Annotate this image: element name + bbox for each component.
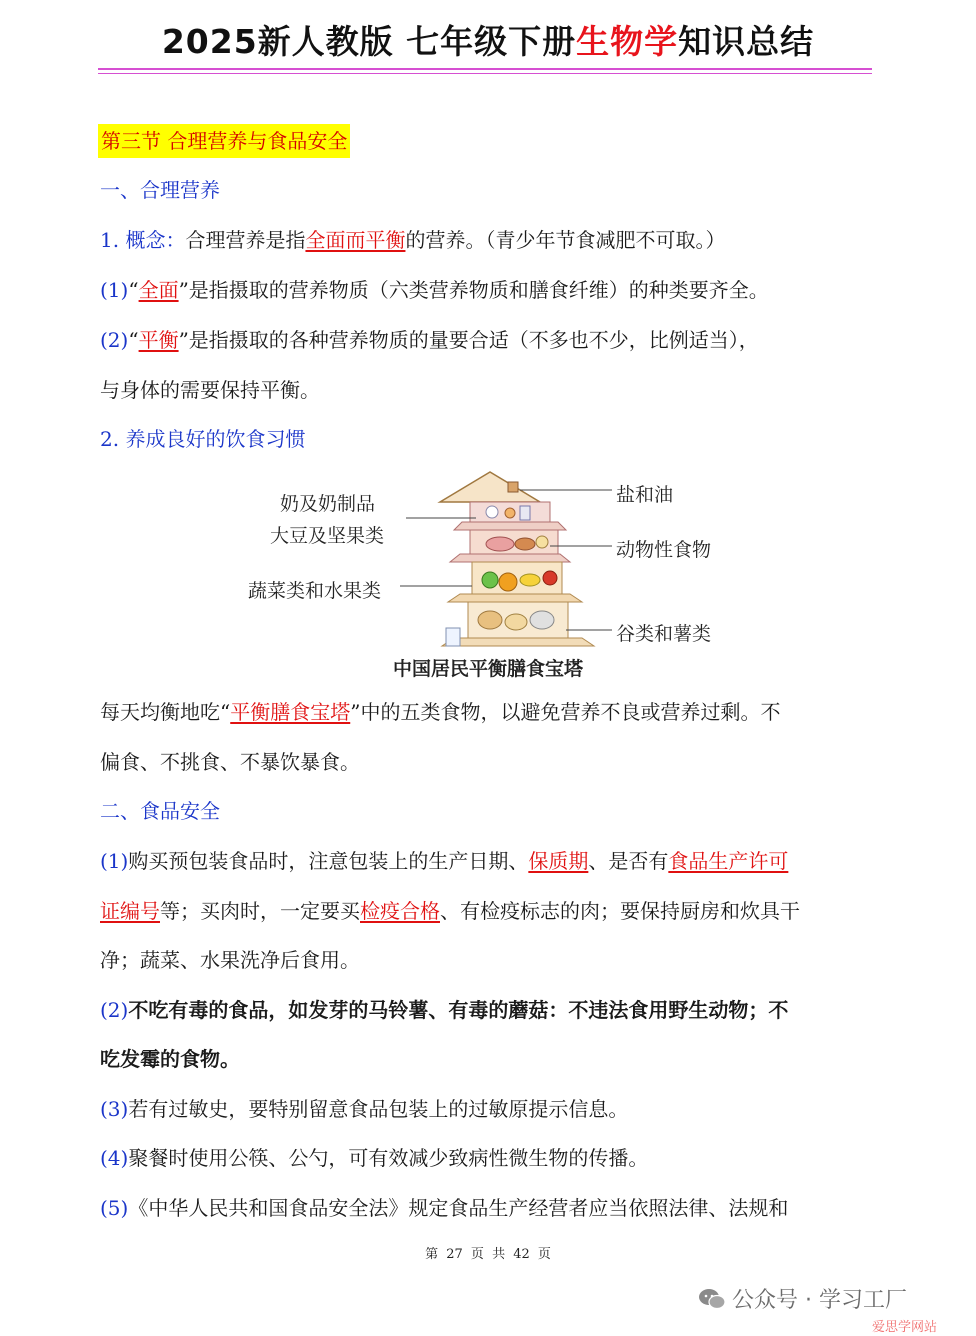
header-title-pre: 2025新人教版 七年级下册 xyxy=(161,22,577,61)
safety3-num: (3) xyxy=(100,1097,129,1121)
safety4-line xyxy=(100,1144,648,1172)
item2-text: ”是指摄取的各种营养物质的量要合适（不多也不少，比例适当）， xyxy=(178,328,759,352)
wechat-icon xyxy=(698,1287,726,1311)
safety2-line1 xyxy=(100,996,788,1024)
safety1-line1 xyxy=(100,847,788,875)
wechat-watermark xyxy=(698,1283,907,1314)
item2-quote: “ xyxy=(128,328,139,352)
safety1-line3: 净；蔬菜、水果洗净后食用。 xyxy=(100,948,360,972)
item2-line xyxy=(100,326,759,354)
balance-cont: 偏食、不挑食、不暴饮暴食。 xyxy=(100,750,360,774)
concept-label: 1. 概念： xyxy=(100,228,186,252)
item2-cont: 与身体的需要保持平衡。 xyxy=(100,378,320,402)
label-salt: 盐和油 xyxy=(616,484,674,506)
label-veg: 蔬菜类和水果类 xyxy=(248,580,382,602)
safety1-key3: 检疫合格 xyxy=(360,899,440,923)
safety5-line xyxy=(100,1194,788,1222)
page-number: 第 27 页 共 42 页 xyxy=(425,1247,551,1262)
safety4-num: (4) xyxy=(100,1146,129,1170)
item1-key: 全面 xyxy=(138,278,179,302)
safety5-num: (5) xyxy=(100,1196,129,1220)
balance-text-a: 每天均衡地吃“ xyxy=(100,700,231,724)
part1-heading: 一、合理营养 xyxy=(100,178,220,202)
balance-line xyxy=(100,698,780,726)
label-dairy: 奶及奶制品 xyxy=(280,493,376,515)
item2-num: (2) xyxy=(100,328,129,352)
header-rule-thin xyxy=(98,73,872,74)
item1-num: (1) xyxy=(100,278,129,302)
header-title-post: 知识总结 xyxy=(678,22,815,61)
safety2-line2: 吃发霉的食物。 xyxy=(100,1047,240,1071)
safety3-text: 若有过敏史，要特别留意食品包装上的过敏原提示信息。 xyxy=(128,1097,629,1121)
label-grain: 谷类和薯类 xyxy=(616,623,712,645)
concept-key: 全面而平衡 xyxy=(305,228,406,252)
item1-text: ”是指摄取的营养物质（六类营养物质和膳食纤维）的种类要齐全。 xyxy=(178,278,769,302)
safety1-key2a: 食品生产许可 xyxy=(668,849,789,873)
concept-text-b: 的营养。（青少年节食减肥不可取。） xyxy=(405,228,726,252)
safety1-line2 xyxy=(100,897,800,925)
safety1-a: 购买预包装食品时，注意包装上的生产日期、 xyxy=(128,849,529,873)
safety2-num: (2) xyxy=(100,998,129,1022)
pyramid-caption: 中国居民平衡膳食宝塔 xyxy=(392,658,583,680)
balance-key: 平衡膳食宝塔 xyxy=(230,700,351,724)
safety1-key2b: 证编号 xyxy=(100,899,160,923)
corner-watermark: 爱思学网站 xyxy=(872,1320,938,1335)
safety5-text: 《中华人民共和国食品安全法》规定食品生产经营者应当依照法律、法规和 xyxy=(128,1196,789,1220)
safety1-c: 等；买肉时，一定要买 xyxy=(160,899,360,923)
safety3-line xyxy=(100,1095,628,1123)
header-title-highlight: 生物学 xyxy=(576,22,679,61)
safety2-a: 不吃有毒的食品，如发芽的马铃薯、有毒的蘑菇：不违法食用野生动物；不 xyxy=(128,998,789,1022)
item2-key: 平衡 xyxy=(138,328,179,352)
section-title: 第三节 合理营养与食品安全 xyxy=(98,124,350,158)
safety1-num: (1) xyxy=(100,849,129,873)
balance-text-b: ”中的五类食物，以避免营养不良或营养过剩。不 xyxy=(350,700,781,724)
label-beans: 大豆及坚果类 xyxy=(270,525,385,547)
part2-heading: 二、食品安全 xyxy=(100,799,220,823)
concept-line xyxy=(100,226,725,254)
label-animal: 动物性食物 xyxy=(616,539,712,561)
safety1-b: 、是否有 xyxy=(588,849,669,873)
item1-line xyxy=(100,276,769,304)
concept-text-a: 合理营养是指 xyxy=(185,228,306,252)
page-header xyxy=(0,16,976,63)
item1-quote: “ xyxy=(128,278,139,302)
safety1-d: 、有检疫标志的肉；要保持厨房和炊具干 xyxy=(440,899,800,923)
safety4-text: 聚餐时使用公筷、公勺，可有效减少致病性微生物的传播。 xyxy=(128,1146,649,1170)
header-rule xyxy=(98,68,872,70)
watermark-text: 公众号 · 学习工厂 xyxy=(732,1288,907,1313)
habits-heading: 2. 养成良好的饮食习惯 xyxy=(100,427,306,451)
safety1-key1: 保质期 xyxy=(528,849,589,873)
